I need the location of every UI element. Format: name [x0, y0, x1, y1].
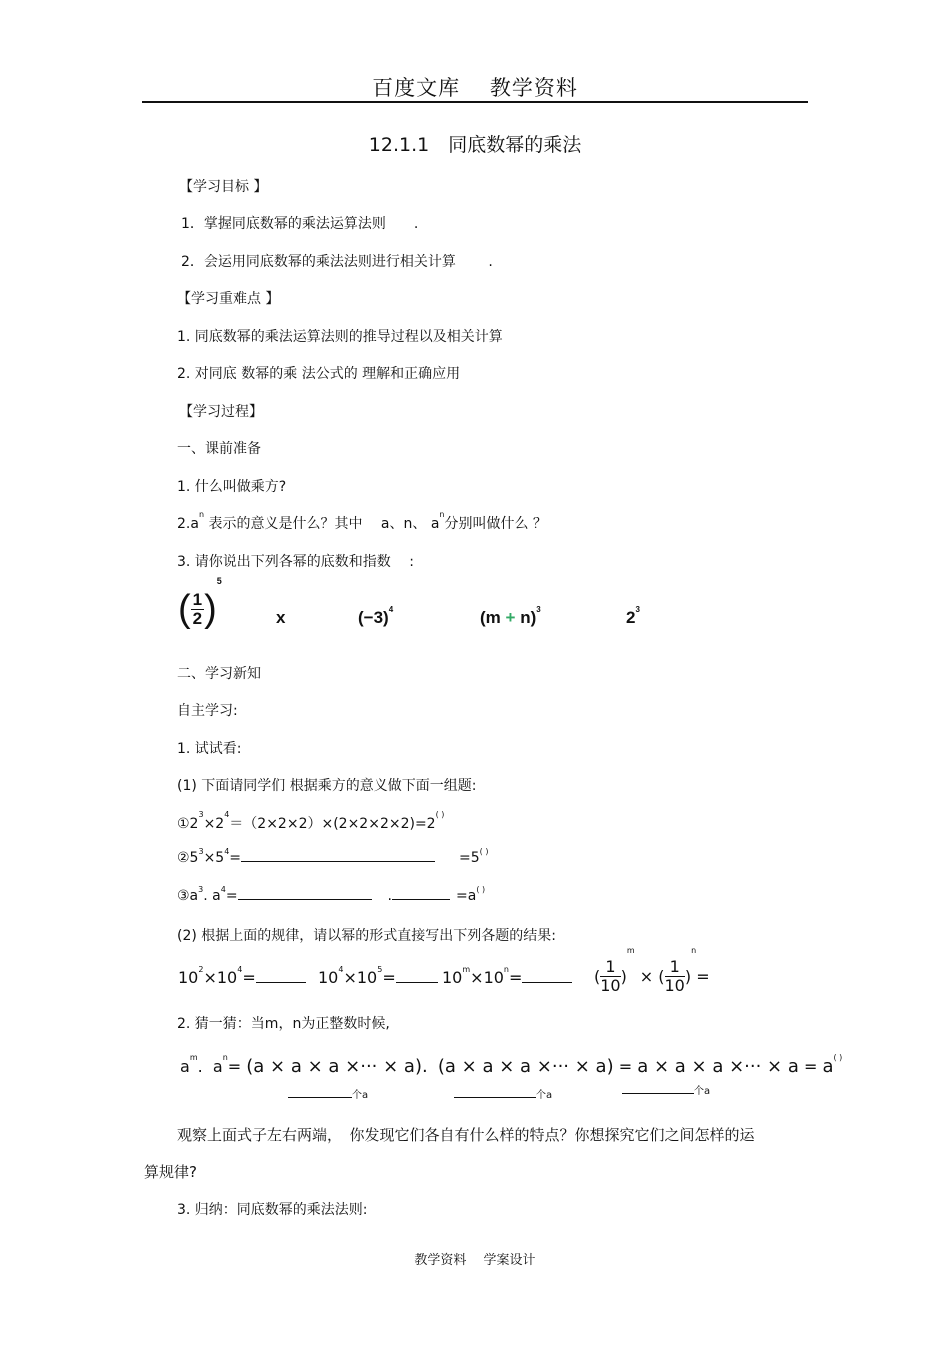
power-negative-three-base: (−3) [358, 608, 389, 627]
equation-2 [177, 847, 489, 866]
exp-am: a [180, 1057, 190, 1076]
key-point-2: 2. 对同底 数幂的乘 法公式的 理解和正确应用 [177, 366, 461, 382]
r2-blank[interactable] [396, 982, 438, 983]
objective-1: 1．掌握同底数幂的乘法运算法则 . [181, 216, 419, 232]
self-study-label: 自主学习: [177, 703, 238, 719]
r3-exp-1: m [462, 965, 471, 974]
q2-exponent: n [198, 510, 205, 519]
r2-exp-2: 5 [377, 965, 383, 974]
r4-paren-close-2: ) [684, 967, 692, 986]
q2-exponent-2: n [439, 510, 445, 519]
r4-num-1: 1 [600, 958, 620, 977]
r4-exp-2: n [691, 946, 697, 955]
power-two-exponent: 3 [635, 605, 640, 614]
power-m-plus-n [480, 605, 541, 628]
q2-text-a: 2.a [177, 516, 199, 532]
exp-dot: . [197, 1057, 203, 1076]
try-heading: 1. 试试看: [177, 741, 242, 757]
r1-exp-1: 2 [198, 965, 204, 974]
power-m-plus-n-a: (m [480, 608, 501, 627]
r4-exp-1: m [626, 946, 635, 955]
r3-exp-2: n [503, 965, 509, 974]
r2-a: 10 [318, 968, 339, 987]
eq3-blank-2[interactable] [392, 899, 450, 900]
power-negative-three [358, 605, 394, 628]
exp-group-1: (a × a × a ×··· × a) [246, 1056, 422, 1077]
objective-2: 2．会运用同底数幂的乘法法则进行相关计算 . [181, 254, 493, 270]
eq2-part-c: = [229, 850, 242, 866]
key-point-1: 1. 同底数幂的乘法运算法则的推导过程以及相关计算 [177, 329, 503, 345]
induce-heading: 3. 归纳：同底数幂的乘法法则: [177, 1202, 368, 1218]
count-label-2 [454, 1086, 552, 1101]
result-1 [178, 965, 306, 987]
power-x: x [276, 608, 286, 627]
r4-paren-open-2: ( [658, 967, 665, 986]
objectives-heading: 【学习目标 】 [179, 179, 268, 195]
equation-1 [177, 810, 445, 833]
section-2-heading: 二、学习新知 [177, 666, 261, 682]
r2-c: = [382, 968, 396, 987]
section-1-heading: 一、课前准备 [177, 441, 261, 457]
r4-fraction-1 [600, 958, 620, 995]
power-two-base: 2 [626, 608, 636, 627]
exp-eq-2: = [618, 1057, 633, 1076]
exp-n: n [222, 1053, 228, 1062]
r4-equals: = [696, 967, 710, 986]
exp-eq-3: = [803, 1057, 818, 1076]
eq1-exp-1: 3 [198, 810, 204, 819]
r4-paren-open-1: ( [594, 967, 601, 986]
r4-times: × [639, 967, 654, 986]
r4-den-1: 10 [600, 976, 621, 995]
exp-result: a [822, 1056, 834, 1077]
observe-line-2: 算规律? [144, 1163, 197, 1181]
question-2 [177, 510, 547, 533]
fraction-denominator: 2 [192, 608, 203, 628]
r3-c: = [509, 968, 523, 987]
eq3-exp-3: ( ) [476, 885, 486, 894]
exp-group-2: (a × a × a ×··· × a) [437, 1056, 614, 1077]
eq2-part-a: ②5 [177, 850, 199, 866]
eq1-part-a: ①2 [177, 816, 199, 832]
sub-question-1: (1) 下面请同学们 根据乘方的意义做下面一组题: [177, 778, 477, 794]
left-paren: ( [178, 588, 191, 630]
r1-c: = [242, 968, 256, 987]
r4-den-2: 10 [664, 976, 685, 995]
question-3: 3. 请你说出下列各幂的底数和指数 : [177, 554, 414, 570]
expansion-equation [180, 1053, 843, 1077]
q2-text-c: 分别叫做什么 ？ [444, 516, 547, 532]
eq3-part-a: ③a [177, 888, 199, 904]
r4-fraction-2 [665, 958, 685, 995]
power-fraction [178, 576, 222, 630]
eq1-part-b: ×2 [203, 816, 225, 832]
power-m-plus-n-exponent: 3 [536, 605, 541, 614]
eq2-exp-3: ( ) [479, 847, 489, 856]
eq2-exp-1: 3 [198, 847, 204, 856]
count-label-1 [288, 1086, 368, 1101]
eq1-exp-2: 4 [224, 810, 230, 819]
question-1: 1. 什么叫做乘方? [177, 479, 287, 495]
r1-b: ×10 [203, 968, 238, 987]
eq3-blank-1[interactable] [238, 899, 372, 900]
result-4 [594, 946, 710, 995]
r3-blank[interactable] [522, 982, 572, 983]
plus-sign: + [505, 608, 516, 627]
q2-text-b: 表示的意义是什么？其中 a、n、 a [204, 516, 440, 532]
eq1-part-c: ＝（2×2×2）×(2×2×2×2)=2 [229, 816, 436, 832]
r2-b: ×10 [343, 968, 378, 987]
eq1-exp-3: ( ) [435, 810, 445, 819]
key-points-heading: 【学习重难点 】 [177, 291, 280, 307]
header-title: 百度文库 教学资料 [372, 76, 578, 100]
result-2 [318, 965, 438, 987]
eq3-exp-1: 3 [198, 885, 204, 894]
eq2-blank[interactable] [241, 861, 435, 862]
count-text-3: 个a [694, 1086, 711, 1097]
exp-group-3: a × a × a ×··· × a [637, 1056, 799, 1077]
document-title: 12.1.1 同底数幂的乘法 [368, 134, 582, 156]
right-paren: ) [204, 588, 217, 630]
exp-dot-2: . [421, 1056, 428, 1077]
fraction-numerator: 1 [192, 589, 203, 609]
eq2-exp-2: 4 [224, 847, 230, 856]
eq2-part-d: =5 [459, 850, 480, 866]
eq3-part-d: . [387, 888, 392, 904]
power-two-cubed [626, 605, 640, 628]
exp-result-exp: ( ) [833, 1053, 843, 1062]
header-divider [142, 101, 808, 103]
equation-3 [177, 885, 486, 904]
eq3-part-c: = [225, 888, 238, 904]
eq3-exp-2: 4 [220, 885, 226, 894]
exp-eq: = [227, 1057, 242, 1076]
count-label-3 [622, 1082, 710, 1097]
r3-a: 10 [442, 968, 463, 987]
eq2-part-b: ×5 [203, 850, 225, 866]
count-text-2: 个a [536, 1090, 553, 1101]
r4-paren-close-1: ) [620, 967, 627, 986]
count-text-1: 个a [352, 1090, 369, 1101]
exp-an: a [212, 1057, 223, 1076]
sub-question-2: (2) 根据上面的规律，请以幂的形式直接写出下列各题的结果: [177, 928, 556, 944]
r4-num-2: 1 [665, 958, 685, 977]
r2-exp-1: 4 [338, 965, 344, 974]
power-negative-three-exponent: 4 [388, 605, 394, 614]
eq3-part-f: =a [456, 888, 477, 904]
guess-heading: 2. 猜一猜：当m，n为正整数时候, [177, 1016, 390, 1032]
observe-line-1: 观察上面式子左右两端， 你发现它们各自有什么样的特点？你想探究它们之间怎样的运 [177, 1126, 755, 1144]
fraction-half [191, 591, 204, 628]
page-footer: 教学资料 学案设计 [414, 1253, 536, 1268]
r1-blank[interactable] [256, 982, 306, 983]
count-blank-2[interactable] [454, 1097, 536, 1098]
count-blank-1[interactable] [288, 1097, 352, 1098]
exp-m: m [189, 1053, 198, 1062]
result-3 [442, 965, 572, 987]
power-m-plus-n-b: n) [520, 608, 537, 627]
r1-exp-2: 4 [237, 965, 243, 974]
r1-a: 10 [178, 968, 199, 987]
power-fraction-exponent: 5 [216, 576, 222, 586]
eq3-part-b: . a [203, 888, 221, 904]
count-blank-3[interactable] [622, 1093, 694, 1094]
r3-b: ×10 [470, 968, 504, 987]
process-heading: 【学习过程】 [179, 404, 263, 420]
